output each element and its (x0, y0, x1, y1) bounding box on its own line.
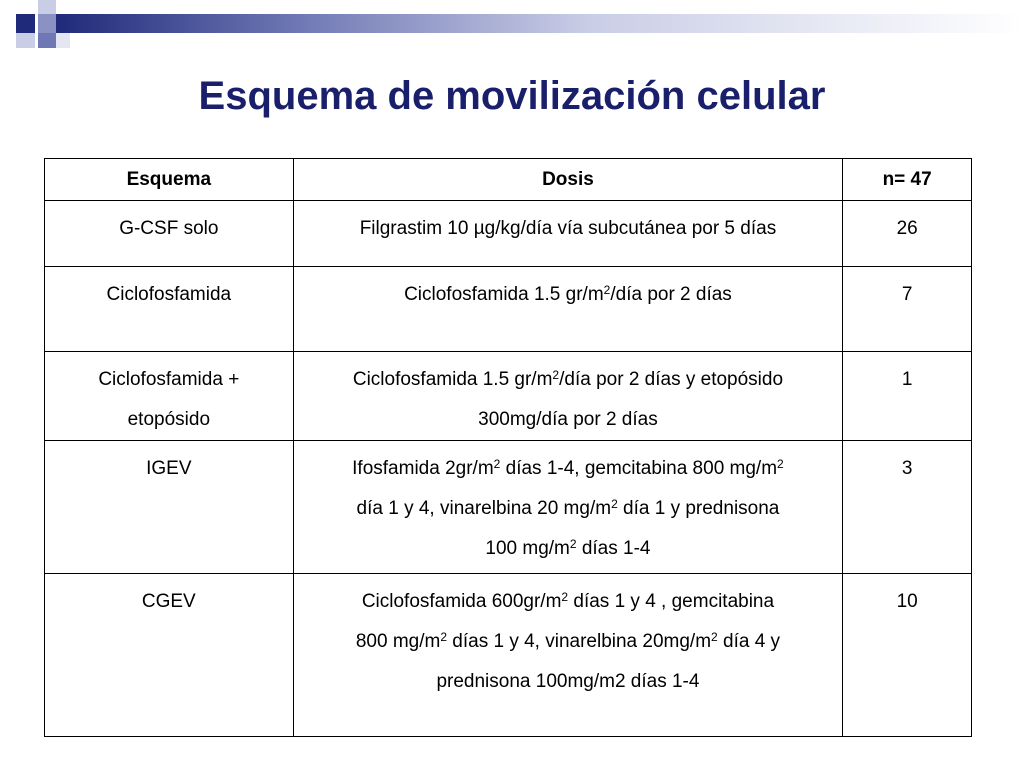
cell-scheme: Ciclofosfamida + etopósido (45, 352, 294, 441)
table-row (45, 201, 972, 267)
cell-n: 10 (843, 574, 972, 737)
decor-square (38, 33, 56, 48)
cell-dose: Ciclofosfamida 1.5 $gr/m^2$/día por 2 días y etopósido 300mg/día por 2 días (293, 352, 843, 441)
decor-square (38, 14, 56, 33)
decor-square (16, 14, 35, 33)
cell-scheme: Ciclofosfamida (45, 267, 294, 352)
decor-gradient-bar (56, 14, 1024, 33)
table-row (45, 441, 972, 574)
slide-title: Esquema de movilización celular (198, 74, 826, 118)
cell-n: 26 (843, 201, 972, 267)
cell-n: 7 (843, 267, 972, 352)
header-n: n= 47 (843, 159, 972, 201)
cell-scheme: CGEV (45, 574, 294, 737)
cell-dose: Filgrastim 10 µg/kg/día vía subcutánea por 5 días (293, 201, 843, 267)
cell-n: 3 (843, 441, 972, 574)
header-scheme: Esquema (45, 159, 294, 201)
decor-square (16, 33, 35, 48)
cell-n: 1 (843, 352, 972, 441)
cell-dose: Ciclofosfamida $600gr/m^2$ días 1 y 4 , gemcitabina 800 $mg/m^2$ días 1 y 4, vinarelbina $20mg/m^2$ día 4 y prednisona 100mg/m2 días 1-4 (293, 574, 843, 737)
table-row (45, 267, 972, 352)
table-row (45, 574, 972, 737)
decor-square (56, 33, 70, 48)
cell-dose: Ciclofosfamida 1.5 $gr/m^2$/día por 2 días (293, 267, 843, 352)
decor-square (38, 0, 56, 14)
cell-scheme: G-CSF solo (45, 201, 294, 267)
table-header-row (45, 159, 972, 201)
cell-dose: Ifosfamida $2gr/m^2$ días 1-4, gemcitabina 800 $mg/m^2$ día 1 y 4, vinarelbina 20 $mg/m^2$ día 1 y prednisona 100 $mg/m^2$ días 1-4 (293, 441, 843, 574)
header-decoration (0, 0, 1024, 48)
cell-scheme: IGEV (45, 441, 294, 574)
mobilization-table (44, 158, 972, 737)
table-row (45, 352, 972, 441)
header-dose: Dosis (293, 159, 843, 201)
